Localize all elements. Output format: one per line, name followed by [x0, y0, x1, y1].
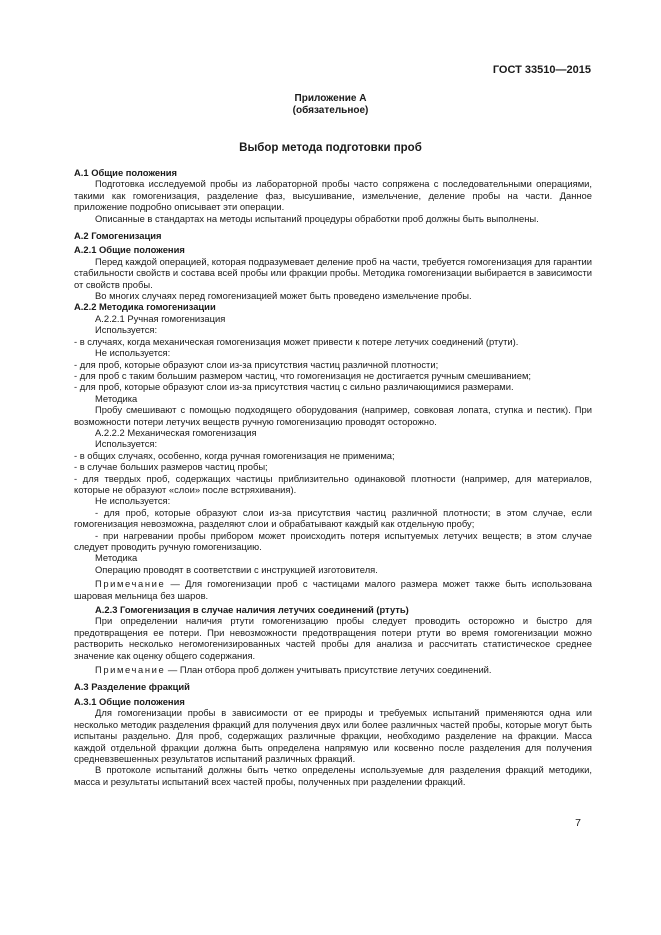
paragraph: Перед каждой операцией, которая подразумевает деление проб на части, требуется гомогенизация для гарантии стабильности свойств и состава всей пробы или фракции пробы. Методика гомогенизации выбирается в зависимости от свойств пробы.: [74, 255, 592, 290]
note-text: — План отбора проб должен учитывать присутствие летучих соединений.: [165, 664, 492, 676]
list-item: - для проб, которые образуют слои из-за присутствия частиц различной плотности; в этом случае, если гомогенизация невозможна, разделяют слои и обрабатывают каждый как отдельную пробу;: [74, 506, 592, 530]
list-item: - для проб с таким большим размером частиц, что гомогенизация не достигается ручным смешиванием;: [74, 369, 532, 381]
note: [74, 664, 592, 675]
note-label: Примечание: [95, 664, 166, 676]
subsection-heading: А.2.3 Гомогенизация в случае наличия летучих соединений (ртуть): [95, 604, 409, 616]
paragraph: Используется:: [95, 438, 158, 450]
appendix-status: (обязательное): [292, 105, 369, 116]
subsection-heading: А.2.2.1 Ручная гомогенизация: [95, 312, 226, 324]
paragraph: В протоколе испытаний должны быть четко определены используемые для разделения фракций методики, масса и результаты испытаний всех частей пробы, полученных при разделении фракций.: [74, 764, 592, 787]
subsection-heading: А.3.1 Общие положения: [74, 695, 185, 707]
paragraph: Операцию проводят в соответствии с инструкцией изготовителя.: [95, 563, 378, 575]
list-item: - для проб, которые образуют слои из-за присутствия частиц различной плотности;: [74, 358, 439, 370]
standard-number: ГОСТ 33510—2015: [492, 64, 591, 76]
paragraph: Во многих случаях перед гомогенизацией может быть проведено измельчение пробы.: [95, 290, 472, 302]
appendix-label: Приложение А: [294, 93, 367, 104]
section-heading: А.1 Общие положения: [74, 167, 177, 178]
note-label: Примечание: [95, 578, 166, 590]
note: [74, 578, 592, 601]
subsection-heading: А.2.2.2 Механическая гомогенизация: [95, 426, 257, 438]
list-item: - в общих случаях, особенно, когда ручная гомогенизация не применима;: [74, 449, 395, 461]
subsection-heading: А.2.2 Методика гомогенизации: [74, 301, 216, 313]
list-item: - в случае больших размеров частиц пробы;: [74, 461, 268, 473]
appendix-title: Выбор метода подготовки проб: [239, 142, 422, 154]
list-item: - в случаях, когда механическая гомогенизация может привести к потере летучих соединений (ртути).: [74, 335, 519, 347]
section-heading: А.3 Разделение фракций: [74, 681, 190, 693]
paragraph: Не используется:: [95, 347, 171, 359]
subsection-heading: А.2.1 Общие положения: [74, 244, 185, 256]
list-item: - для твердых проб, содержащих частицы приблизительно одинаковой плотности (например, для материалов, которые не образуют «слои» после встряхивания).: [74, 472, 592, 495]
paragraph: Описанные в стандартах на методы испытаний процедуры обработки проб должны быть выполнены.: [95, 212, 539, 224]
section-heading: А.2 Гомогенизация: [74, 230, 162, 242]
paragraph: Пробу смешивают с помощью подходящего оборудования (например, совковая лопата, ступка и пестик). При возможности потери летучих веществ ручную гомогенизацию проводят осторожно.: [74, 404, 592, 427]
paragraph: При определении наличия ртути гомогенизацию пробы следует проводить осторожно и быстро для предотвращения ее потери. При невозможности предотвращения потери ртути во время гомогенизации можно растворить несколько негомогенизированных частей пробы для анализа и рассчитать статистическое среднее значение как оценку общего содержания.: [74, 615, 592, 661]
paragraph: Не используется:: [95, 495, 171, 507]
paragraph: Для гомогенизации пробы в зависимости от ее природы и требуемых испытаний применяются одна или несколько методик разделения фракций для получения двух или более различных частей пробы, которые могут быть испытаны раздельно. Для проб, содержащих различные фракции, необходимо разделение на фракции. Масса каждой отдельной фракции должна быть определена напрямую или косвенно после разделения для получения средневзвешенных результатов испытаний различных фракций.: [74, 707, 592, 764]
paragraph: Подготовка исследуемой пробы из лабораторной пробы часто сопряжена с последовательными операциями, такими как гомогенизация, разделение фаз, высушивание, измельчение, деление пробы на части. Данное приложение подробно описывает эти операции.: [74, 178, 592, 213]
document-body: [74, 167, 592, 787]
list-item: - для проб, которые образуют слои из-за присутствия частиц с сильно различающимися размерами.: [74, 381, 514, 393]
paragraph: Методика: [95, 392, 138, 404]
paragraph: Методика: [95, 552, 138, 564]
page-number: 7: [575, 817, 581, 829]
paragraph: Используется:: [95, 324, 158, 336]
list-item: - при нагревании пробы прибором может происходить потеря испытуемых летучих веществ; в этом случае следует проводить ручную гомогенизацию.: [74, 529, 592, 552]
note-text: — Для гомогенизации проб с частицами малого размера может также быть использована шаровая мельница без шаров.: [74, 578, 592, 601]
